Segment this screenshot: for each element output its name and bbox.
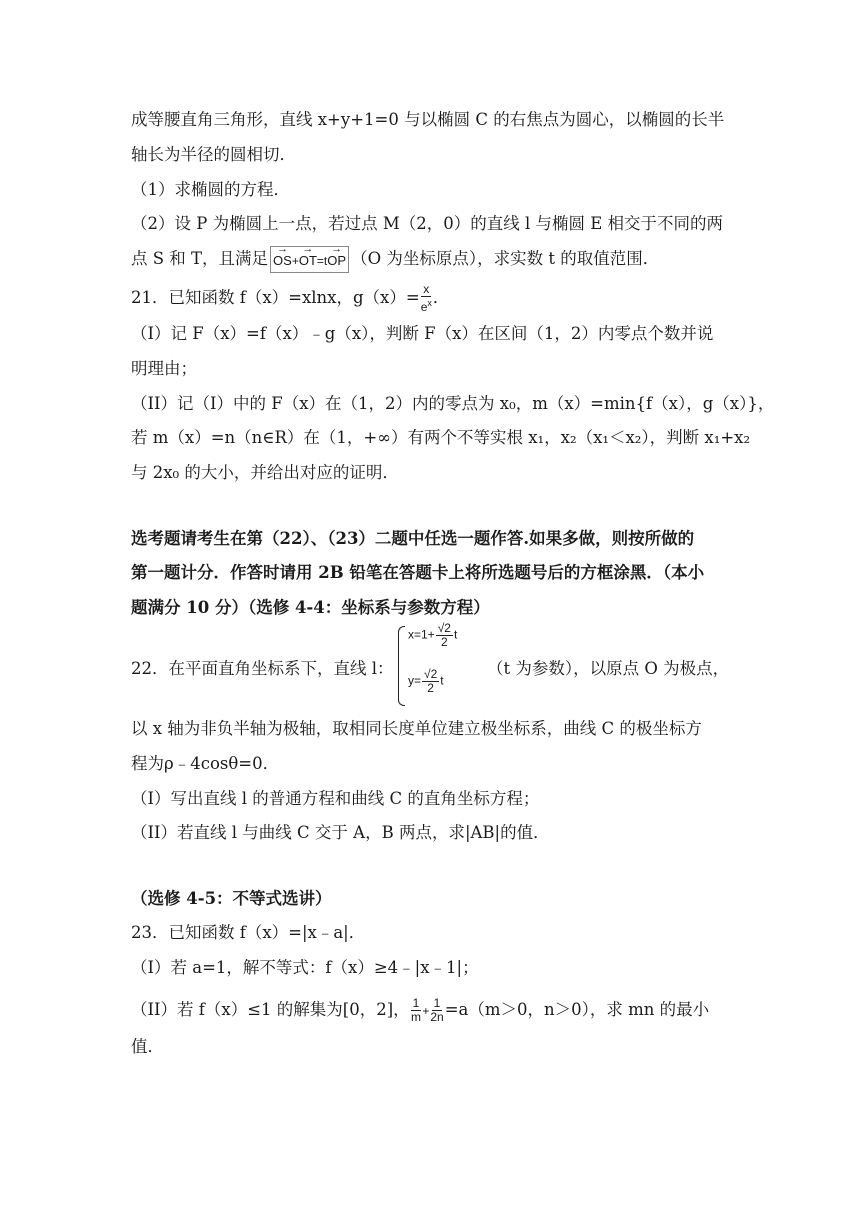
problem-21-label: 21．已知函数 f（x）=xlnx，g（x）= xyxy=(131,288,420,307)
left-brace xyxy=(398,626,405,706)
parametric-system xyxy=(398,622,488,710)
text-line: （1）求椭圆的方程． xyxy=(131,180,290,199)
fraction-denominator: m xyxy=(410,1010,421,1024)
fraction-numerator: 1 xyxy=(433,996,441,1010)
text-fragment: ． xyxy=(432,288,450,307)
vector-equation xyxy=(270,246,349,273)
text-line: 成等腰直角三角形，直线 x+y+1=0 与以椭圆 C 的右焦点为圆心，以椭圆的长半 xyxy=(131,110,725,129)
system-row-x xyxy=(408,622,457,649)
fraction-1-over-2n xyxy=(430,997,443,1024)
eq-x-lhs: x=1+ xyxy=(408,627,435,642)
math-plus: + xyxy=(422,1003,430,1018)
eq-y-lhs: y= xyxy=(408,673,422,688)
text-line xyxy=(131,997,709,1024)
text-line: （2）设 P 为椭圆上一点，若过点 M（2，0）的直线 l 与椭圆 E 相交于不同的两 xyxy=(131,214,724,233)
vector-os: → OS xyxy=(273,250,292,272)
math-plus: + xyxy=(291,253,299,268)
fraction-denominator: 2 xyxy=(427,681,434,695)
text-line: 若 m（x）=n（n∈R）在（1，+∞）有两个不等实根 x₁，x₂（x₁＜x₂），判断 x₁+x₂ xyxy=(131,428,751,447)
exp-base: e xyxy=(420,300,428,314)
problem-23-label: 23．已知函数 f（x）=|x﹣a|． xyxy=(131,923,366,942)
text-line: （II）若直线 l 与曲线 C 交于 A，B 两点，求|AB|的值． xyxy=(131,823,550,842)
fraction-denominator: 2n xyxy=(430,1010,444,1024)
fraction-denominator xyxy=(421,297,432,314)
fraction-numerator xyxy=(436,622,453,636)
text-line xyxy=(131,283,449,314)
text-line: 值． xyxy=(131,1037,164,1056)
sqrt-two: √2 xyxy=(437,621,451,635)
fraction-denominator: 2 xyxy=(440,635,448,649)
text-line xyxy=(131,246,659,273)
problem-22-label: 22．在平面直角坐标系下，直线 l： xyxy=(131,659,394,678)
section-heading: 题满分 10 分）（选修 4-4：坐标系与参数方程） xyxy=(131,598,490,617)
text-line: 与 2x₀ 的大小，并给出对应的证明． xyxy=(131,463,399,482)
text-fragment: 点 S 和 T，且满足 xyxy=(131,249,269,268)
text-line: 明理由； xyxy=(131,359,197,378)
vector-op: → OP xyxy=(327,250,346,272)
fraction-numerator xyxy=(422,668,439,682)
text-line: 轴长为半径的圆相切． xyxy=(131,145,296,164)
exp-power: x xyxy=(427,298,432,308)
text-line: （II）记（I）中的 F（x）在（1，2）内的零点为 x₀，m（x）=min{f（x），g（x）}， xyxy=(131,394,775,413)
fraction-numerator: x xyxy=(423,282,430,296)
text-fragment: （O 为坐标原点），求实数 t 的取值范围． xyxy=(351,249,660,268)
text-line: 程为ρ﹣4cosθ=0． xyxy=(131,754,280,773)
text-fragment: =a（m＞0，n＞0），求 mn 的最小 xyxy=(444,1000,710,1019)
text-line: 以 x 轴为非负半轴为极轴，取相同长度单位建立极坐标系，曲线 C 的极坐标方 xyxy=(131,719,702,738)
text-line: （I）记 F（x）=f（x）﹣g（x），判断 F（x）在区间（1，2）内零点个数并说 xyxy=(131,324,714,343)
system-row-y xyxy=(408,668,444,695)
section-heading: 选考题请考生在第（22）、（23）二题中任选一题作答.如果多做，则按所做的 xyxy=(131,529,695,548)
fraction-g xyxy=(421,283,432,314)
fraction-1-over-m xyxy=(411,997,422,1024)
fraction-sqrt2-over-2 xyxy=(436,622,453,649)
section-heading: 第一题计分．作答时请用 2B 铅笔在答题卡上将所选题号后的方框涂黑．（本小 xyxy=(131,563,705,582)
text-line: （t 为参数），以原点 O 为极点， xyxy=(487,659,730,678)
math-eq-t: =t xyxy=(316,253,328,268)
param-t: t xyxy=(453,627,458,642)
fraction-numerator: 1 xyxy=(412,996,420,1010)
text-fragment: （II）若 f（x）≤1 的解集为[0，2]， xyxy=(131,1000,410,1019)
param-t: t xyxy=(440,673,444,688)
vector-ot: → OT xyxy=(299,250,317,272)
section-heading: （选修 4-5：不等式选讲） xyxy=(131,889,332,908)
text-line: （I）写出直线 l 的普通方程和曲线 C 的直角坐标方程； xyxy=(131,789,540,808)
sqrt-two: √2 xyxy=(424,667,438,681)
text-line: （I）若 a=1，解不等式：f（x）≥4﹣|x﹣1|； xyxy=(131,958,479,977)
fraction-sqrt2-over-2 xyxy=(422,668,439,695)
